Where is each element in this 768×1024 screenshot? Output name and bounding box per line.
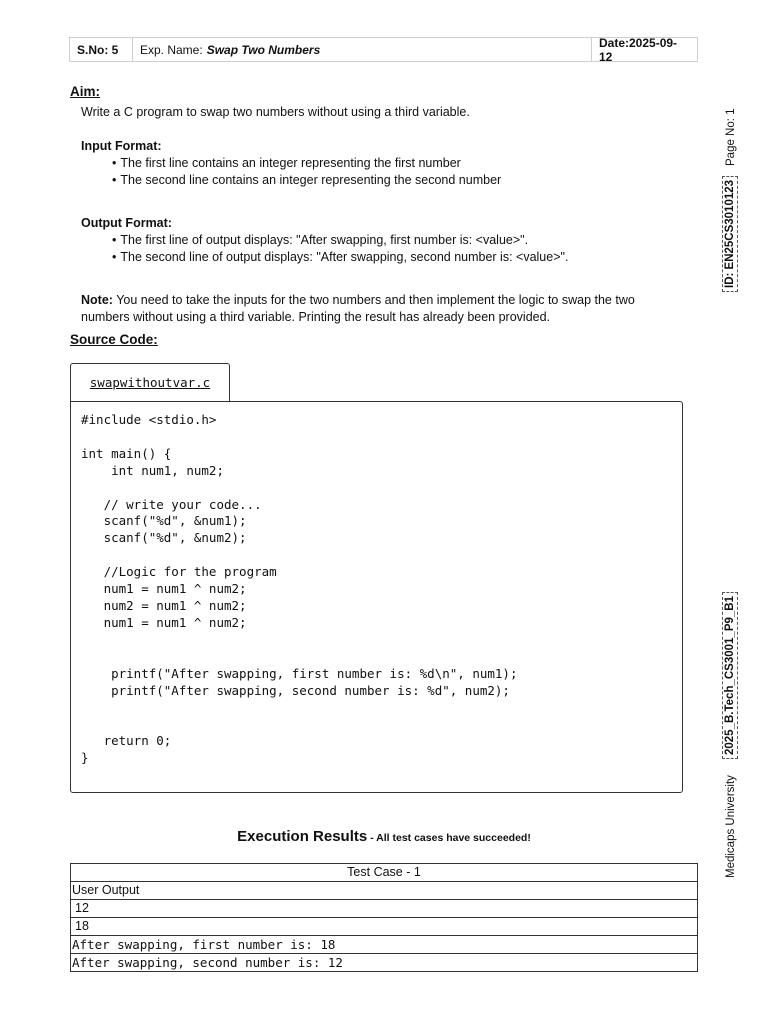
output-line: After swapping, second number is: 12 [71,954,698,972]
input-format-list [112,155,501,189]
list-item: • The second line of output displays: "After swapping, second number is: <value>". [112,249,568,266]
table-row [71,918,698,936]
source-code-heading: Source Code: [70,332,158,347]
output-format-heading: Output Format: [81,216,172,230]
list-item: • The second line contains an integer representing the second number [112,172,501,189]
execution-results-title [0,828,768,846]
output-line: After swapping, first number is: 18 [71,936,698,954]
execution-subtitle: - All test cases have succeeded! [367,832,531,844]
list-item: • The first line contains an integer representing the first number [112,155,501,172]
test-results-table [70,863,698,972]
student-id: ID: EN25CS3010123 [724,176,736,292]
experiment-date: Date:2025-09-12 [599,35,678,64]
experiment-name-label: Exp. Name: [140,42,203,57]
aim-heading: Aim: [70,84,100,99]
list-item: • The first line of output displays: "After swapping, first number is: <value>". [112,232,568,249]
input-value: 12 [71,900,698,918]
aim-text: Write a C program to swap two numbers without using a third variable. [81,105,470,119]
input-format-heading: Input Format: [81,139,162,153]
serial-number: S.No: 5 [70,38,133,61]
output-format-list [112,232,568,266]
experiment-name: Swap Two Numbers [206,42,321,57]
experiment-name-cell [133,38,592,61]
test-case-title: Test Case - 1 [71,864,698,882]
table-row [71,954,698,972]
input-value: 18 [71,918,698,936]
table-row [71,864,698,882]
note-line-2: numbers without using a third variable. Printing the result has already been provided. [81,310,551,324]
source-code: #include <stdio.h> int main() { int num1, num2; // write your code... scanf("%d", &num1); scanf("%d", &num2); //Logic for the program num1 = num1 ^ num2; num2 = num1 ^ num2; num1 = num1 ^ num2; printf("After swapping, first number is: %d\n", num1); printf("After swapping, second number is: %d", num2); return 0; } [81,412,518,766]
note-label: Note: [81,293,113,307]
note-text: You need to take the inputs for the two numbers and then implement the logic to swap the two [112,293,635,307]
table-row [71,936,698,954]
note-line-1 [81,293,635,307]
page-number: Page No: 1 [725,108,737,166]
code-editor [70,401,683,793]
university-name: Medicaps University [725,775,737,878]
batch-code: 2025_B.Tech_CS3001_P9_B1 [724,592,736,759]
experiment-header [69,37,698,62]
table-row [71,882,698,900]
file-tab[interactable]: swapwithoutvar.c [70,363,230,401]
execution-title: Execution Results [237,828,368,845]
user-output-label: User Output [71,882,698,900]
table-row [71,900,698,918]
